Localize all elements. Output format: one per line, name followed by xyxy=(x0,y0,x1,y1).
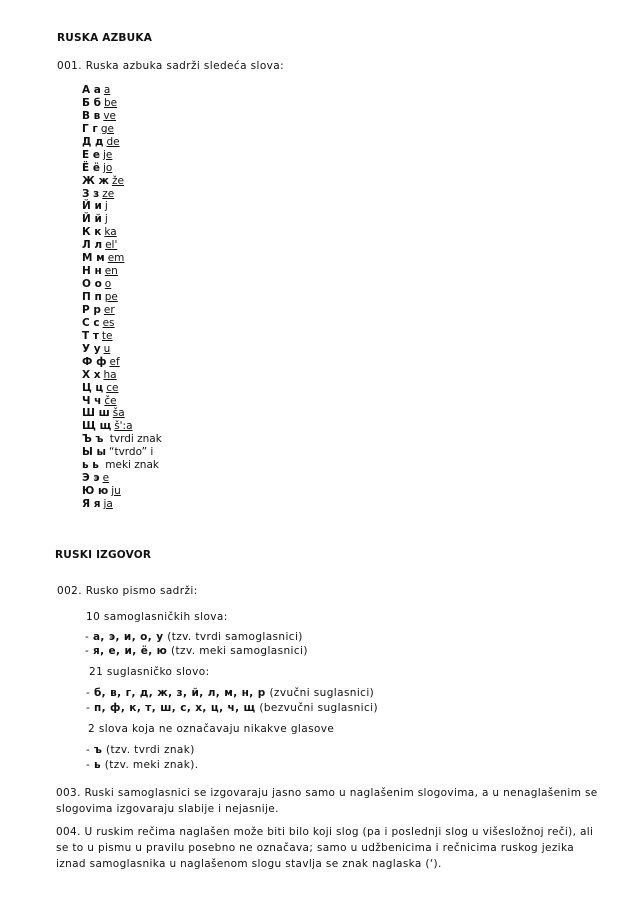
paragraph-001: 001. Ruska azbuka sadrži sledeća slova: xyxy=(57,60,285,72)
alphabet-row xyxy=(82,369,162,382)
alphabet-letters: Л л xyxy=(82,239,103,252)
alphabet-letters: М м xyxy=(82,252,105,265)
vowels-soft-note: (tzv. meki samoglasnici) xyxy=(171,645,308,657)
alphabet-letter-name: tvrdi znak xyxy=(106,433,162,446)
alphabet-row xyxy=(82,330,162,343)
alphabet-row xyxy=(82,162,162,175)
alphabet-letter-name: ce xyxy=(106,381,119,394)
alphabet-letter-name: u xyxy=(103,342,111,355)
alphabet-letters: Р р xyxy=(82,303,101,316)
alphabet-letters: А а xyxy=(82,84,101,96)
alphabet-row xyxy=(82,123,162,136)
alphabet-row xyxy=(82,343,162,356)
alphabet-letter-name: ha xyxy=(103,368,117,381)
paragraph-004: 004. U ruskim rečima naglašen može biti bilo koji slog (pa i poslednji slog u višesložnoj reči), ali se to u pismu u pravilu posebno ne označava; samo u udžbenicima i rečnicima ruskog jezika iznad samoglasnika u naglašenom slogu stavlja se znak naglaska (‘). xyxy=(56,826,594,870)
alphabet-row xyxy=(82,291,162,304)
alphabet-letter-name: ša xyxy=(112,407,125,420)
vowels-soft-line: - я, е, и, ё, ю (tzv. meki samoglasnici) xyxy=(85,645,308,657)
alphabet-letters: Ц ц xyxy=(82,381,104,394)
alphabet-letter-name: š':a xyxy=(114,420,133,433)
alphabet-letter-name: o xyxy=(104,278,112,291)
alphabet-letter-name: ef xyxy=(109,355,120,368)
alphabet-row xyxy=(82,200,162,213)
section-title-izgovor: RUSKI IZGOVOR xyxy=(55,549,152,561)
section-title-azbuka: RUSKA AZBUKA xyxy=(57,32,153,44)
alphabet-letters: Ъ ъ xyxy=(82,433,104,446)
alphabet-letter-name: en xyxy=(104,265,118,278)
consonants-voiceless-note: (bezvučni suglasnici) xyxy=(259,702,378,714)
consonants-voiced-note: (zvučni suglasnici) xyxy=(269,687,375,699)
alphabet-letters: В в xyxy=(82,109,101,122)
alphabet-row xyxy=(82,84,162,97)
alphabet-letter-name: “tvrdo” i xyxy=(109,446,154,459)
alphabet-letters: Г г xyxy=(82,122,98,135)
alphabet-letter-name: es xyxy=(102,316,115,329)
alphabet-letters: Ж ж xyxy=(82,174,109,187)
alphabet-letter-name: ze xyxy=(102,187,115,200)
alphabet-letters: Й и xyxy=(82,200,102,213)
sign-hard-line: - ъ (tzv. tvrdi znak) xyxy=(86,744,195,756)
alphabet-letters: У у xyxy=(82,342,101,355)
alphabet-letter-name: ve xyxy=(103,109,116,122)
alphabet-letter-name: že xyxy=(111,174,124,187)
vowels-hard-line: - а, э, и, о, у (tzv. tvrdi samoglasnici) xyxy=(85,631,303,643)
vowels-title: 10 samoglasničkih slova: xyxy=(86,611,228,623)
alphabet-row xyxy=(82,226,162,239)
alphabet-letter-name: če xyxy=(104,394,117,407)
alphabet-letter-name: er xyxy=(103,303,115,316)
alphabet-letters: Ё ё xyxy=(82,161,100,174)
vowels-hard-letters: а, э, и, о, у xyxy=(92,631,164,643)
consonants-voiced-line: - б, в, г, д, ж, з, й, л, м, н, р (zvučni suglasnici) xyxy=(86,687,375,699)
signs-title: 2 slova koja ne označavaju nikakve glasove xyxy=(88,723,335,735)
alphabet-letter-name: je xyxy=(102,148,113,161)
alphabet-letter-name: be xyxy=(104,96,118,109)
vowels-soft-letters: я, е, и, ё, ю xyxy=(92,645,168,657)
sign-soft-note: (tzv. meki znak). xyxy=(104,759,199,771)
consonants-voiceless-line: - п, ф, к, т, ш, с, х, ц, ч, щ (bezvučni suglasnici) xyxy=(86,702,378,714)
alphabet-letters: ь ь xyxy=(82,459,99,472)
alphabet-letter-name: de xyxy=(106,135,120,148)
alphabet-letters: Т т xyxy=(82,329,99,342)
alphabet-row xyxy=(82,265,162,278)
paragraph-002: 002. Rusko pismo sadrži: xyxy=(57,585,198,597)
alphabet-letters: Д д xyxy=(82,135,104,148)
alphabet-letters: С с xyxy=(82,316,100,329)
alphabet-row xyxy=(82,420,162,433)
alphabet-letter-name: meki znak xyxy=(101,459,159,472)
alphabet-row xyxy=(82,252,162,265)
alphabet-letters: Й й xyxy=(82,213,102,226)
alphabet-row xyxy=(82,97,162,110)
alphabet-row xyxy=(82,317,162,330)
alphabet-letter-name: pe xyxy=(104,291,118,303)
alphabet-row xyxy=(82,407,162,420)
alphabet-letter-name: te xyxy=(101,329,113,342)
alphabet-letter-name: ju xyxy=(111,485,121,498)
alphabet-row xyxy=(82,382,162,395)
alphabet-letter-name: el' xyxy=(105,239,118,252)
alphabet-letter-name: ka xyxy=(104,226,117,239)
alphabet-letters: Ю ю xyxy=(82,485,109,498)
alphabet-list xyxy=(82,84,162,511)
alphabet-letters: Ч ч xyxy=(82,394,102,407)
alphabet-letters: Е е xyxy=(82,148,100,161)
alphabet-letter-name: ge xyxy=(100,122,114,135)
alphabet-row xyxy=(82,278,162,291)
alphabet-letters: Я я xyxy=(82,498,101,510)
alphabet-row xyxy=(82,459,162,472)
alphabet-row xyxy=(82,498,162,511)
alphabet-letter-name: jo xyxy=(102,161,113,174)
alphabet-row xyxy=(82,188,162,201)
vowels-hard-note: (tzv. tvrdi samoglasnici) xyxy=(167,631,303,643)
paragraph-003: 003. Ruski samoglasnici se izgovaraju jasno samo u naglašenim slogovima, a u nenaglašenim se slogovima izgovaraju slabije i nejasnije. xyxy=(56,787,598,815)
alphabet-letter-name: j xyxy=(104,213,108,226)
alphabet-row xyxy=(82,149,162,162)
alphabet-row xyxy=(82,395,162,408)
consonants-title: 21 suglasničko slovo: xyxy=(89,666,210,678)
alphabet-row xyxy=(82,446,162,459)
alphabet-row xyxy=(82,356,162,369)
consonants-voiceless-letters: п, ф, к, т, ш, с, х, ц, ч, щ xyxy=(93,702,256,714)
consonants-voiced-letters: б, в, г, д, ж, з, й, л, м, н, р xyxy=(93,687,266,699)
sign-hard-note: (tzv. tvrdi znak) xyxy=(105,744,195,756)
alphabet-letters: Х х xyxy=(82,368,101,381)
alphabet-letters: Н н xyxy=(82,265,102,278)
alphabet-letter-name: em xyxy=(107,252,125,265)
alphabet-letters: К к xyxy=(82,226,102,239)
alphabet-letter-name: ja xyxy=(103,498,113,510)
alphabet-letters: Ш ш xyxy=(82,407,110,420)
alphabet-row xyxy=(82,110,162,123)
alphabet-letters: Щ щ xyxy=(82,420,112,433)
alphabet-letters: З з xyxy=(82,187,100,200)
alphabet-row xyxy=(82,304,162,317)
alphabet-letters: О о xyxy=(82,278,102,291)
alphabet-letters: Ы ы xyxy=(82,446,107,459)
alphabet-letter-name: e xyxy=(102,472,110,485)
alphabet-letters: Ф ф xyxy=(82,355,107,368)
alphabet-row xyxy=(82,433,162,446)
alphabet-row xyxy=(82,175,162,188)
sign-soft-letter: ь xyxy=(93,759,101,771)
alphabet-letters: П п xyxy=(82,291,102,303)
alphabet-letter-name: j xyxy=(104,200,108,213)
alphabet-letters: Б б xyxy=(82,96,101,109)
sign-soft-line: - ь (tzv. meki znak). xyxy=(86,759,199,771)
alphabet-row xyxy=(82,239,162,252)
alphabet-row xyxy=(82,485,162,498)
alphabet-row xyxy=(82,136,162,149)
alphabet-row xyxy=(82,213,162,226)
alphabet-letter-name: a xyxy=(103,84,111,96)
alphabet-letters: Э э xyxy=(82,472,100,485)
sign-hard-letter: ъ xyxy=(93,744,103,756)
alphabet-row xyxy=(82,472,162,485)
